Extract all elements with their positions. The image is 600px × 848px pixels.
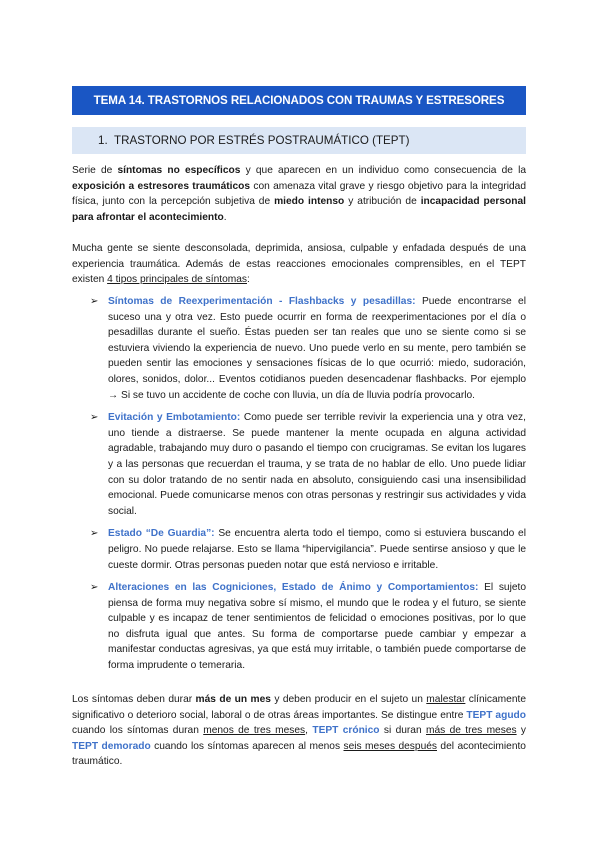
symptoms-intro-paragraph: [72, 241, 526, 288]
closing-underline-1: malestar: [426, 694, 466, 705]
list-item: [90, 294, 526, 403]
intro-text-2: y que aparecen en un individuo como consecuencia de la: [240, 165, 527, 176]
tept-demorado-term: TEPT demorado: [72, 740, 151, 752]
section-heading: [72, 127, 526, 154]
closing-text-2: y deben producir en el sujeto un: [270, 694, 427, 705]
intro-text-5: .: [223, 211, 227, 223]
symptom-title: Síntomas de Reexperimentación - Flashbacks y pesadillas:: [108, 296, 416, 307]
intro-paragraph: [72, 163, 526, 225]
chapter-title-banner: [72, 86, 526, 115]
closing-text-6: si duran: [379, 725, 426, 737]
symptom-text: Se encuentra alerta todo el tiempo, como si estuviera buscando el peligro. No puede relajarse. Esto se llama “hipervigilancia”. Puede sentirse ansioso y que le cueste dormir. Otras personas pueden notar que está nervioso e irritable.: [108, 528, 526, 571]
tept-agudo-term: TEPT agudo: [466, 709, 526, 721]
closing-text-3: clínicamente significativo o deterioro social, laboral o de otras áreas importantes. Se distingue entre: [72, 694, 526, 721]
symptom-title: Evitación y Embotamiento:: [108, 412, 241, 424]
intro-text-3: con amenaza vital grave y riesgo objetivo para la integridad física, junto con la percepción subjetiva de: [72, 180, 526, 208]
arrow-bullet-icon: ➢: [90, 582, 99, 594]
chapter-title: TEMA 14. TRASTORNOS RELACIONADOS CON TRAUMAS Y ESTRESORES: [93, 94, 505, 107]
section-number: 1.: [98, 134, 108, 147]
list-item: [90, 526, 526, 573]
intro-bold-3: miedo intenso: [274, 196, 345, 208]
intro-text-1: Serie de: [72, 165, 118, 176]
closing-paragraph: [72, 692, 526, 770]
list-item: [90, 410, 526, 519]
symptom-text: Como puede ser terrible revivir la experiencia una y otra vez, uno tiende a distraerse. Se puede mantener la mente ocupada en alguna actividad agradable, trabajando muy duro o pasando el tiempo con crucigramas. Se evitan los lugares y a las personas que recuerdan el trauma, y se trata de no hablar de ello. Uno puede lidiar con su dolor tratando de no sentir nada en absoluto, consiguiendo casi una insensibilidad emocional. Puede comunicarse menos con otras personas y restringir sus actividades y vida social.: [108, 412, 526, 517]
list-item: [90, 580, 526, 674]
closing-text-5: ,: [305, 725, 313, 737]
symptom-list: [90, 294, 526, 681]
symptom-text: Puede encontrarse el suceso una y otra vez. Esto puede ocurrir en forma de reexperimentaciones por el día o pesadillas durante el sueño. Éstas pueden ser tan reales que uno se siente como si se estuviera viviendo la experiencia de nuevo. Uno puede verlo en su mente, pero también se pueden sentir las emociones y sensaciones físicas de lo que ocurrió: miedo, sudoración, olores, sonidos, dolor... Eventos cotidianos pueden desencadenar flashbacks. Por ejemplo → Si se tuvo un accidente de coche con lluvia, un día de lluvia podría provocarlo.: [108, 296, 526, 401]
symptom-text: El sujeto piensa de forma muy negativa sobre sí mismo, el mundo que le rodea y el futuro, se siente culpable y es incapaz de tener sentimientos de felicidad o emociones positivas, por lo que no disfruta igual que antes. Su forma de comportarse puede cambiar y empezar a manifestar conductas agresivas, ya que está muy irritable, o también puede comportarse de forma imprudente o temeraria.: [108, 582, 526, 672]
closing-text-1: Los síntomas deben durar: [72, 694, 196, 705]
arrow-bullet-icon: ➢: [90, 412, 99, 424]
closing-text-4: cuando los síntomas duran: [72, 725, 204, 737]
para2-text-2: :: [246, 274, 250, 286]
intro-bold-2: exposición a estresores traumáticos: [72, 180, 251, 192]
closing-underline-4: seis meses después: [343, 740, 437, 752]
arrow-bullet-icon: ➢: [90, 296, 99, 307]
section-title: TRASTORNO POR ESTRÉS POSTRAUMÁTICO (TEPT): [114, 134, 410, 147]
symptom-title: Alteraciones en las Cogniciones, Estado de Ánimo y Comportamientos:: [108, 582, 479, 594]
intro-text-4: y atribución de: [344, 196, 421, 208]
intro-bold-4: incapacidad personal para afrontar el acontecimiento: [72, 196, 526, 223]
closing-bold-1: más de un mes: [195, 694, 271, 705]
closing-underline-2: menos de tres meses: [203, 725, 306, 737]
closing-text-8: cuando los síntomas aparecen al menos: [150, 740, 344, 752]
arrow-bullet-icon: ➢: [90, 528, 99, 540]
tept-cronico-term: TEPT crónico: [312, 725, 380, 737]
closing-text-7: y: [516, 725, 527, 737]
closing-text-9: del acontecimiento traumático.: [72, 740, 526, 768]
symptom-title: Estado “De Guardia”:: [108, 528, 215, 540]
para2-text-1: Mucha gente se siente desconsolada, deprimida, ansiosa, culpable y enfadada después de una experiencia traumática. Además de estas reacciones emocionales comprensibles, en el TEPT existen: [72, 243, 526, 286]
para2-underline-1: 4 tipos principales de síntomas: [107, 274, 247, 286]
closing-underline-3: más de tres meses: [425, 725, 517, 737]
intro-bold-1: síntomas no específicos: [117, 165, 241, 176]
